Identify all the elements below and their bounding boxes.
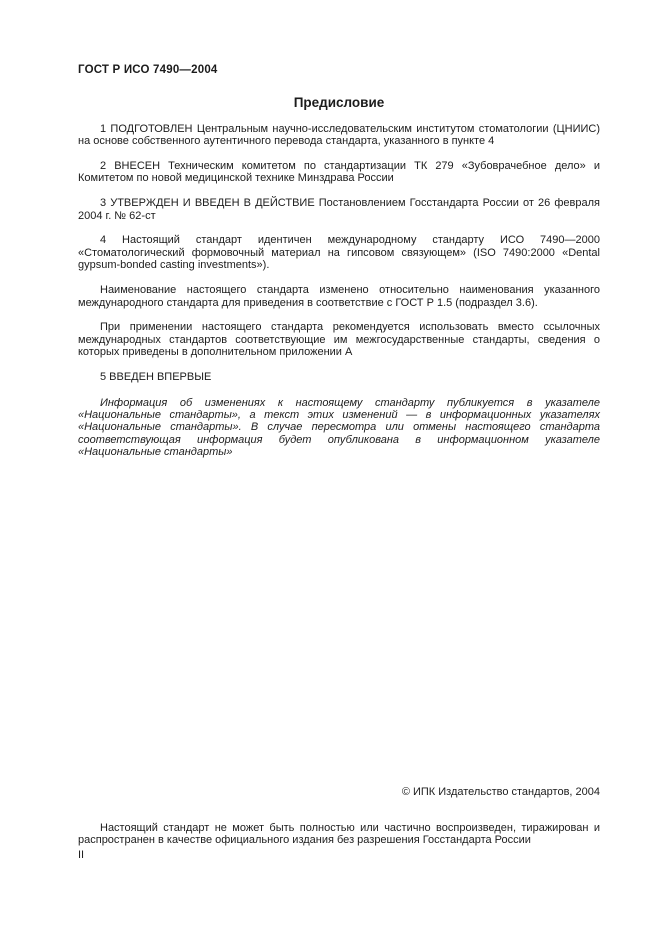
paragraph-approved: 3 УТВЕРЖДЕН И ВВЕДЕН В ДЕЙСТВИЕ Постановлением Госстандарта России от 26 февраля 2004 г. № 62-ст — [78, 197, 600, 222]
page-title: Предисловие — [293, 95, 385, 110]
document-code: ГОСТ Р ИСО 7490—2004 — [78, 64, 218, 76]
paragraph-submitted: 2 ВНЕСЕН Техническим комитетом по стандартизации ТК 279 «Зубоврачебное дело» и Комитетом по новой медицинской технике Минздрава России — [78, 159, 600, 185]
page-number: II — [78, 849, 85, 861]
document-content — [0, 0, 661, 459]
paragraph-prepared: 1 ПОДГОТОВЛЕН Центральным научно-исследовательским институтом стоматологии (ЦНИИС) на основе собственного аутентичного перевода стандарта, указанного в пункте 4 — [78, 122, 600, 147]
paragraph-identical-standard: 4 Настоящий стандарт идентичен международному стандарту ИСО 7490—2000 «Стоматологический формовочный материал на гипсовом связующем» (ISO 7490:2000 «Dental gypsum-bonded casting investments»). — [78, 234, 600, 272]
paragraph-introduced-first: 5 ВВЕДЕН ВПЕРВЫЕ — [100, 371, 212, 384]
paragraph-application-note: При применении настоящего стандарта рекомендуется использовать вместо ссылочных международных стандартов соответствующие им межгосударственные стандарты, сведения о которых приведены в дополнительном приложении А — [78, 321, 600, 359]
copyright-line: © ИПК Издательство стандартов, 2004 — [401, 786, 600, 798]
paragraph-name-change: Наименование настоящего стандарта изменено относительно наименования указанного международного стандарта для приведения в соответствие с ГОСТ Р 1.5 (подраздел 3.6). — [78, 284, 600, 309]
amendment-note: Информация об изменениях к настоящему стандарту публикуется в указателе «Национальные стандарты», а текст этих изменений — в информационных указателях «Национальные стандарты». В случае пересмотра или отмены настоящего стандарта соответствующая информация будет опубликована в информационном указателе «Национальные стандарты» — [78, 396, 600, 459]
restriction-paragraph: Настоящий стандарт не может быть полностью или частично воспроизведен, тиражирован и распространен в качестве официального издания без разрешения Госстандарта России — [78, 822, 600, 847]
